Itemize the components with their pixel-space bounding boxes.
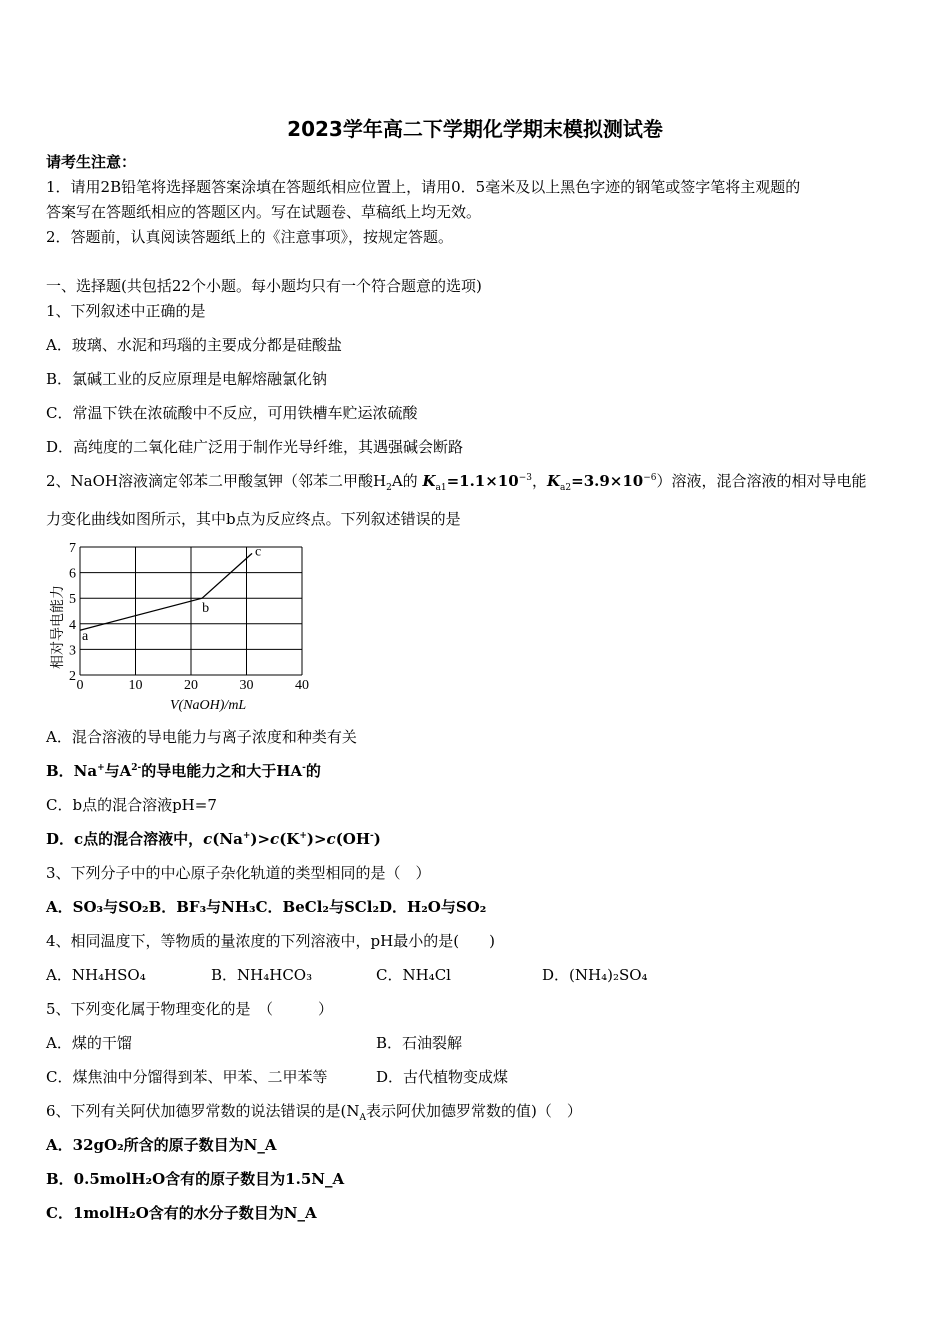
x-tick-label: 40 bbox=[295, 678, 309, 693]
ka2-label: K bbox=[546, 472, 561, 490]
ka1-sub: a1 bbox=[435, 483, 447, 493]
q4-option-c: C．NH₄Cl bbox=[376, 966, 451, 984]
point-label-c: c bbox=[255, 544, 262, 560]
x-tick-label: 0 bbox=[76, 678, 84, 693]
q5-option-b: B．石油裂解 bbox=[376, 1034, 463, 1052]
q2d-c2: c bbox=[270, 830, 280, 848]
q5-stem: 5、下列变化属于物理变化的是 （ ） bbox=[46, 1000, 334, 1018]
q2-option-d bbox=[46, 829, 381, 849]
q2-stem-part2: A的 bbox=[391, 472, 418, 490]
q4-stem: 4、相同温度下，等物质的量浓度的下列溶液中，pH最小的是( ) bbox=[46, 932, 495, 950]
y-axis-label: 相对导电能力 bbox=[51, 585, 66, 669]
y-tick-label: 7 bbox=[69, 541, 76, 556]
point-labels bbox=[82, 544, 261, 644]
q2-stem-line2: 力变化曲线如图所示，其中b点为反应终点。下列叙述错误的是 bbox=[46, 510, 461, 528]
q2b-sup2: 2- bbox=[131, 763, 142, 773]
q4-option-b: B．NH₄HCO₃ bbox=[211, 966, 313, 984]
x-axis-label: V(NaOH)/mL bbox=[170, 698, 247, 713]
q2d-k: (K bbox=[279, 830, 300, 848]
q2-stem-sub: 2 bbox=[386, 483, 392, 493]
q5-option-d: D．古代植物变成煤 bbox=[376, 1068, 509, 1086]
chart-ticks bbox=[69, 541, 309, 693]
q6-option-b: B．0.5molH₂O含有的原子数目为1.5N_A bbox=[46, 1170, 345, 1188]
q3-options: A．SO₃与SO₂B．BF₃与NH₃C．BeCl₂与SCl₂D．H₂O与SO₂ bbox=[46, 898, 487, 916]
y-tick-label: 3 bbox=[69, 643, 76, 659]
q1-stem: 1、下列叙述中正确的是 bbox=[46, 302, 206, 320]
y-tick-label: 2 bbox=[69, 669, 76, 684]
q2-stem-part1: 2、NaOH溶液滴定邻苯二甲酸氢钾（邻苯二甲酸H bbox=[46, 472, 387, 490]
ka2-sub: a2 bbox=[560, 483, 572, 493]
q2b-sup3: - bbox=[302, 763, 306, 773]
q2d-part1: D．c点的混合溶液中， bbox=[46, 830, 204, 848]
chart-grid bbox=[80, 547, 302, 675]
q2b-part2: 与A bbox=[104, 762, 132, 780]
notice-item-2: 2．答题前，认真阅读答题纸上的《注意事项》，按规定答题。 bbox=[46, 228, 454, 246]
q1-option-a: A．玻璃、水泥和玛瑙的主要成分都是硅酸盐 bbox=[46, 336, 342, 354]
q2d-sup3: - bbox=[370, 831, 374, 841]
point-label-a: a bbox=[82, 629, 89, 645]
q2-stem-part3: ）溶液，混合溶液的相对导电能 bbox=[656, 472, 867, 490]
q2d-c1: c bbox=[203, 830, 213, 848]
q2d-oh: (OH bbox=[335, 830, 371, 848]
q6-stem-part2: 表示阿伏加德罗常数的值)（ ） bbox=[366, 1102, 582, 1120]
q4-option-a: A．NH₄HSO₄ bbox=[46, 966, 146, 984]
point-label-b: b bbox=[202, 601, 210, 617]
q3-stem: 3、下列分子中的中心原子杂化轨道的类型相同的是（ ） bbox=[46, 864, 431, 882]
q1-option-c: C．常温下铁在浓硫酸中不反应，可用铁槽车贮运浓硫酸 bbox=[46, 404, 418, 422]
q1-option-d: D．高纯度的二氧化硅广泛用于制作光导纤维，其遇强碱会断路 bbox=[46, 438, 464, 456]
q2d-c3: c bbox=[326, 830, 336, 848]
q2d-na: (Na bbox=[212, 830, 243, 848]
x-tick-label: 30 bbox=[239, 678, 254, 693]
q2d-sup1: + bbox=[242, 831, 251, 841]
x-tick-label: 20 bbox=[184, 678, 198, 693]
q2b-part1: B．Na bbox=[46, 762, 98, 780]
notice-heading: 请考生注意： bbox=[46, 153, 137, 171]
ka2-exp: −6 bbox=[643, 473, 657, 483]
ka2-value: =3.9×10 bbox=[571, 472, 644, 490]
q2b-part3: 的导电能力之和大于HA bbox=[141, 762, 303, 780]
q2-option-b bbox=[46, 761, 321, 781]
q6-stem bbox=[46, 1101, 582, 1121]
q4-option-d: D．(NH₄)₂SO₄ bbox=[542, 966, 648, 984]
ka1-exp: −3 bbox=[518, 473, 532, 483]
notice-item-1a: 1．请用2B铅笔将选择题答案涂填在答题纸相应位置上，请用0．5毫米及以上黑色字迹的钢笔或签字笔将主观题的 bbox=[46, 178, 801, 196]
q6-option-a: A．32gO₂所含的原子数目为N_A bbox=[46, 1136, 277, 1154]
q2d-sup2: + bbox=[299, 831, 307, 841]
ka-separator: ， bbox=[531, 472, 547, 490]
q1-option-b: B．氯碱工业的反应原理是电解熔融氯化钠 bbox=[46, 370, 328, 388]
q2d-gt2: )> bbox=[306, 830, 327, 848]
q6-stem-part1: 6、下列有关阿伏加德罗常数的说法错误的是(N bbox=[46, 1102, 360, 1120]
q2d-end: ) bbox=[373, 830, 381, 848]
ka1-value: =1.1×10 bbox=[446, 472, 519, 490]
series-line bbox=[80, 553, 252, 630]
section-heading: 一、选择题(共包括22个小题。每小题均只有一个符合题意的选项) bbox=[46, 277, 482, 295]
q2b-part4: 的 bbox=[305, 762, 321, 780]
q6-stem-sub: A bbox=[359, 1113, 367, 1123]
q5-option-a: A．煤的干馏 bbox=[46, 1034, 132, 1052]
q2-option-c: C．b点的混合溶液pH=7 bbox=[46, 796, 217, 814]
q5-option-c: C．煤焦油中分馏得到苯、甲苯、二甲苯等 bbox=[46, 1068, 328, 1086]
page-title: 2023学年高二下学期化学期末模拟测试卷 bbox=[287, 117, 663, 141]
conductivity-chart bbox=[40, 535, 330, 715]
q6-option-c: C．1molH₂O含有的水分子数目为N_A bbox=[46, 1204, 317, 1222]
ka1-label: K bbox=[422, 472, 436, 490]
notice-item-1b: 答案写在答题纸相应的答题区内。写在试题卷、草稿纸上均无效。 bbox=[46, 203, 482, 221]
q2-option-a: A．混合溶液的导电能力与离子浓度和种类有关 bbox=[46, 728, 357, 746]
x-tick-label: 10 bbox=[128, 678, 143, 693]
q2b-sup1: + bbox=[97, 763, 105, 773]
q2d-gt1: )> bbox=[250, 830, 271, 848]
y-tick-label: 5 bbox=[69, 592, 76, 608]
q2-stem-line1 bbox=[46, 471, 867, 491]
y-tick-label: 6 bbox=[69, 566, 76, 582]
y-tick-label: 4 bbox=[69, 617, 76, 633]
